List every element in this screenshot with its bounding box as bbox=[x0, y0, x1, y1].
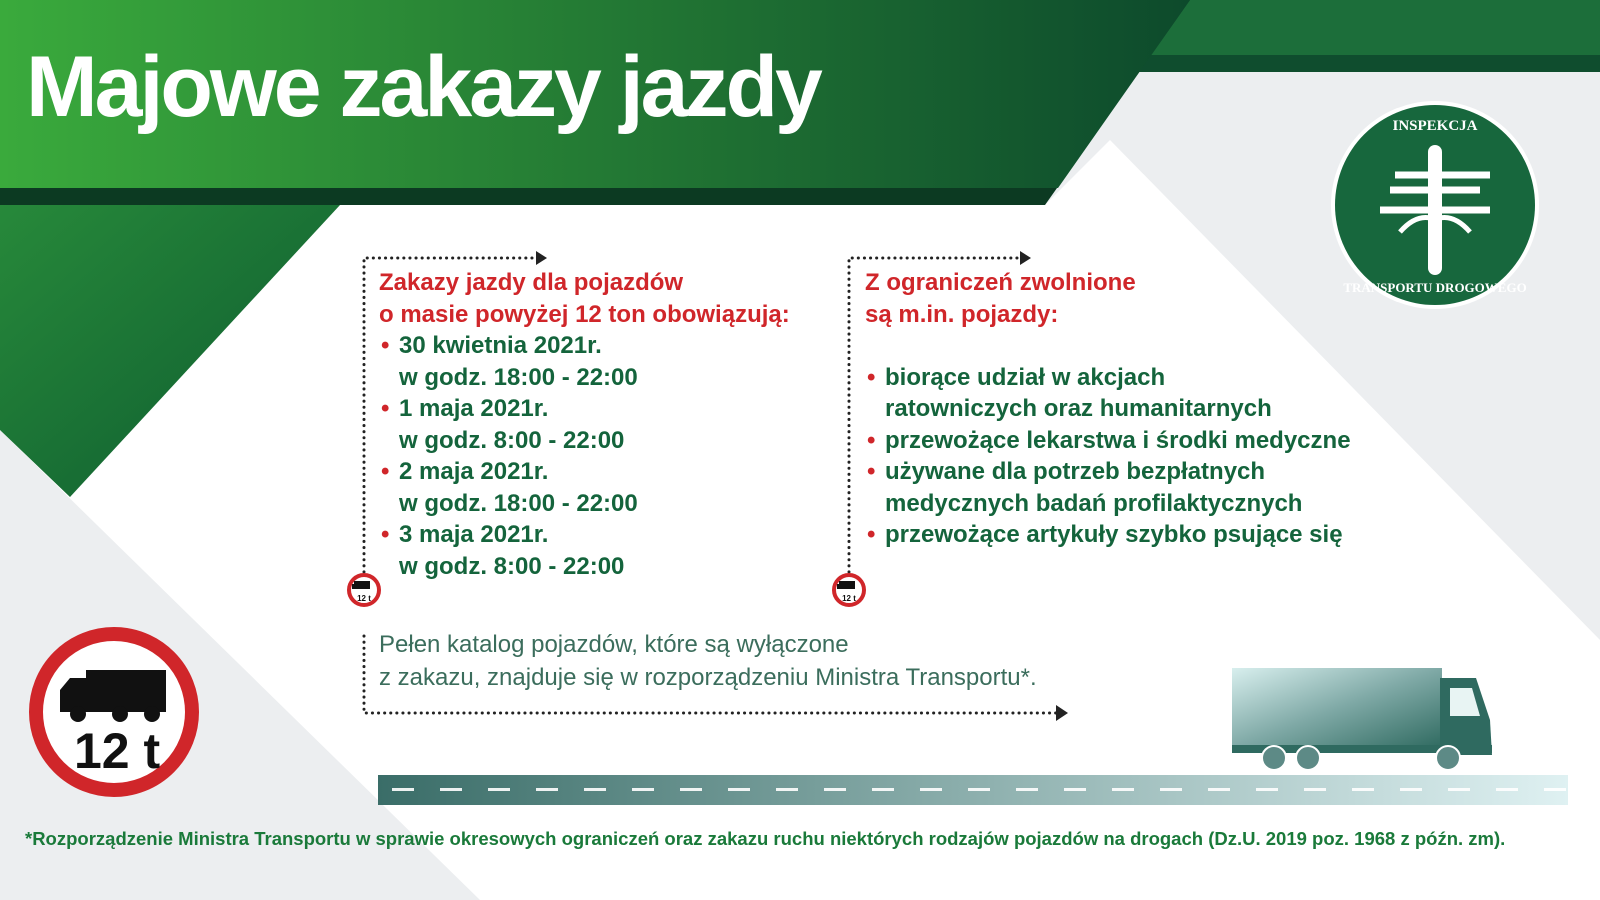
itd-logo bbox=[1331, 101, 1539, 309]
exempt-heading-line: są m.in. pojazdy: bbox=[865, 300, 1059, 328]
exempt-heading-line: Z ograniczeń zwolnione bbox=[865, 269, 1136, 296]
exempt-item: • używane dla potrzeb bezpłatnych bbox=[865, 456, 1351, 488]
exempt-item-cont: ratowniczych oraz humanitarnych bbox=[885, 395, 1272, 422]
exempt-item: • przewożące lekarstwa i środki medyczne bbox=[865, 425, 1351, 457]
ban-heading-line: Zakazy jazdy dla pojazdów bbox=[379, 269, 684, 296]
svg-text:12 t: 12 t bbox=[357, 594, 371, 603]
exempt-section bbox=[865, 267, 1351, 551]
small-12t-sign-icon bbox=[834, 575, 864, 605]
note-line: z zakazu, znajduje się w rozporządzeniu Ministra Transportu*. bbox=[379, 664, 1037, 691]
ban-section bbox=[379, 267, 790, 582]
exempt-item: • przewożące artykuły szybko psujące się bbox=[865, 519, 1351, 551]
ban-date: • 3 maja 2021r. bbox=[379, 519, 790, 551]
page-title: Majowe zakazy jazdy bbox=[26, 39, 820, 135]
ban-date: • 1 maja 2021r. bbox=[379, 393, 790, 425]
ban-heading-line: o masie powyżej 12 ton obowiązują: bbox=[379, 300, 790, 328]
ban-hours: w godz. 18:00 - 22:00 bbox=[399, 489, 638, 517]
exempt-item-cont: medycznych badań profilaktycznych bbox=[885, 489, 1303, 517]
svg-text:12 t: 12 t bbox=[842, 594, 856, 603]
small-12t-sign-icon bbox=[349, 575, 379, 605]
sign-weight-label: 12 t bbox=[74, 723, 161, 779]
svg-text:INSPEKCJA: INSPEKCJA bbox=[1392, 118, 1478, 134]
ban-hours: w godz. 8:00 - 22:00 bbox=[399, 552, 625, 580]
catalog-note bbox=[379, 628, 1037, 694]
footnote: *Rozporządzenie Ministra Transportu w sprawie okresowych ograniczeń oraz zakazu ruchu niektórych rodzajów pojazdów na drogach (Dz.U. 2019 poz. 1968 z późn. zm). bbox=[25, 828, 1506, 849]
note-line: Pełen katalog pojazdów, które są wyłączone bbox=[379, 631, 849, 658]
exempt-item: • biorące udział w akcjach bbox=[865, 362, 1351, 394]
ban-date: • 30 kwietnia 2021r. bbox=[379, 330, 790, 362]
svg-text:TRANSPORTU DROGOWEGO: TRANSPORTU DROGOWEGO bbox=[1343, 280, 1527, 295]
ban-hours: w godz. 8:00 - 22:00 bbox=[399, 426, 625, 454]
ban-date: • 2 maja 2021r. bbox=[379, 456, 790, 488]
ban-hours: w godz. 18:00 - 22:00 bbox=[399, 363, 638, 391]
